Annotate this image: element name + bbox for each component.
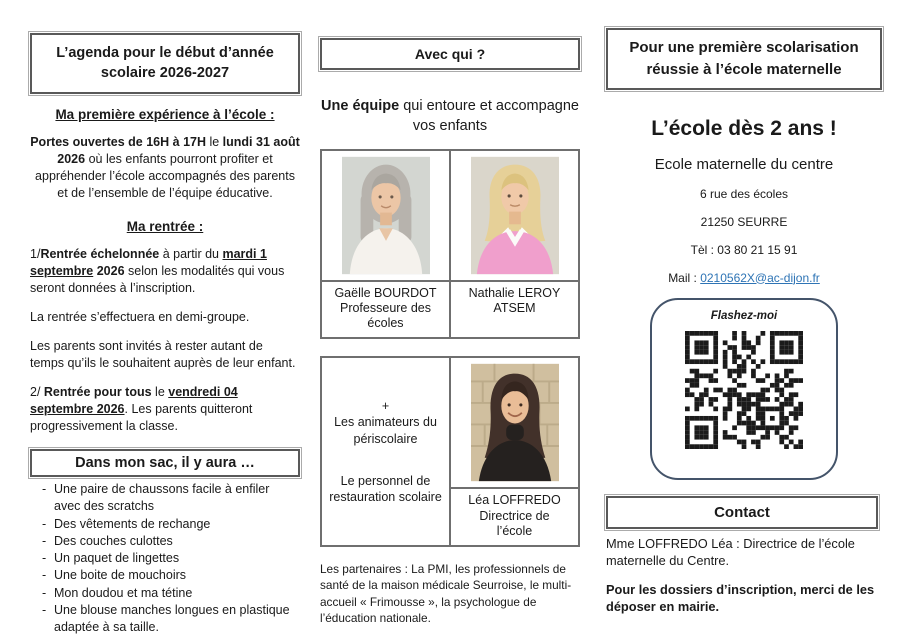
bag-title: Dans mon sac, il y aura … (75, 455, 255, 472)
first-experience-heading: Ma première expérience à l’école : (55, 107, 275, 123)
page-title: L’école dès 2 ans ! (651, 116, 837, 140)
parents-paragraph: Les parents sont invités à rester autant de temps qu’ils le souhaitent auprès de leur enfant. (30, 339, 296, 371)
staff-name: Nathalie LEROY (468, 285, 561, 300)
list-item: - Un paquet de lingettes (42, 551, 180, 566)
plus-sign: + (381, 399, 390, 414)
contact-text: Mme LOFFREDO Léa : Directrice de l’école maternelle du Centre. (606, 535, 855, 568)
with-who-title: Avec qui ? (414, 46, 486, 62)
demi-groupe-paragraph: La rentrée s’effectuera en demi-groupe. (30, 310, 250, 325)
photo-nathalie-leroy (450, 150, 579, 281)
staff-name: Gaëlle BOURDOT (334, 285, 437, 300)
rentree-echelonnee-paragraph: 1/Rentrée échelonnée à partir du mardi 1 septembre 2026 selon les modalités qui vous seront données à l’inscription. (30, 247, 285, 296)
mail-link[interactable]: 0210562X@ac-dijon.fr (700, 270, 820, 285)
agenda-title-box (30, 33, 300, 94)
school-name: Ecole maternelle du centre (654, 155, 834, 173)
extra-team-line2: Le personnel de restauration scolaire (329, 473, 442, 505)
with-who-title-box (320, 38, 580, 70)
staff-caption-gaelle (321, 281, 450, 339)
team-intro: Une équipe qui entoure et accompagne vos enfants (321, 98, 579, 135)
staff-caption-lea (450, 488, 579, 546)
list-item: - Une boite de mouchoirs (42, 568, 187, 583)
list-item: - Mon doudou et ma tétine (42, 585, 193, 600)
list-item: - Des couches culottes (42, 533, 173, 548)
portrait-lea-illustration (471, 363, 559, 482)
photo-gaelle-bourdot (321, 150, 450, 281)
address-line-1: 6 rue des écoles (699, 186, 789, 201)
promo-title: Pour une première scolarisation réussie à l’école maternelle (629, 39, 859, 78)
portrait-gaelle-illustration (342, 156, 430, 275)
contact-title: Contact (714, 503, 770, 521)
list-item: - Une blouse manches longues en plastique adaptée à sa taille. (42, 602, 290, 635)
agenda-title: L’agenda pour le début d’année scolaire 2026-2027 (56, 45, 274, 81)
staff-role: ATSEM (493, 300, 536, 315)
mail-line (606, 271, 882, 285)
staff-table-bottom (320, 356, 580, 547)
rentree-heading: Ma rentrée : (126, 219, 204, 235)
photo-lea-loffredo (450, 357, 579, 488)
contact-instruction: Pour les dossiers d’inscription, merci de les déposer en mairie. (606, 581, 875, 614)
panel-team (320, 0, 580, 626)
staff-table-top (320, 149, 580, 340)
staff-name: Léa LOFFREDO (468, 493, 561, 508)
address-line-2: 21250 SEURRE (700, 214, 788, 229)
portrait-nathalie-illustration (471, 156, 559, 275)
list-item: - Une paire de chaussons facile à enfiler avec des scratchs (42, 482, 270, 514)
open-house-paragraph: Portes ouvertes de 16H à 17H le lundi 31 août 2026 où les enfants pourront profiter et appréhender l’école accompagnés des parents et de l’ensemble de l’équipe éducative. (30, 135, 300, 201)
qr-code-icon (685, 331, 803, 449)
partners-paragraph: Les partenaires : La PMI, les professionnels de santé de la maison médicale Seurroise, le multi-accueil « Frimousse », la psychologue de l’éducation nationale. (320, 562, 572, 625)
staff-role: Directrice de l’école (479, 508, 550, 538)
bag-title-box (30, 449, 300, 477)
qr-frame (650, 298, 838, 480)
staff-caption-nathalie (450, 281, 579, 339)
contact-title-box (606, 496, 878, 529)
list-item: - Des vêtements de rechange (42, 516, 211, 531)
staff-role: Professeure des écoles (339, 300, 432, 331)
bag-checklist (30, 481, 300, 636)
panel-school-info (606, 0, 882, 615)
promo-title-box (606, 28, 882, 90)
rentree-pour-tous-paragraph: 2/ Rentrée pour tous le vendredi 04 septembre 2026. Les parents quitteront progressivement la classe. (30, 385, 253, 434)
extra-team-cell (321, 357, 450, 546)
mail-label: Mail : (668, 270, 701, 285)
extra-team-line1: Les animateurs du périscolaire (334, 415, 437, 446)
panel-agenda (30, 0, 300, 636)
qr-caption: Flashez-moi (710, 309, 778, 322)
phone-line: Tèl : 03 80 21 15 91 (690, 242, 798, 257)
